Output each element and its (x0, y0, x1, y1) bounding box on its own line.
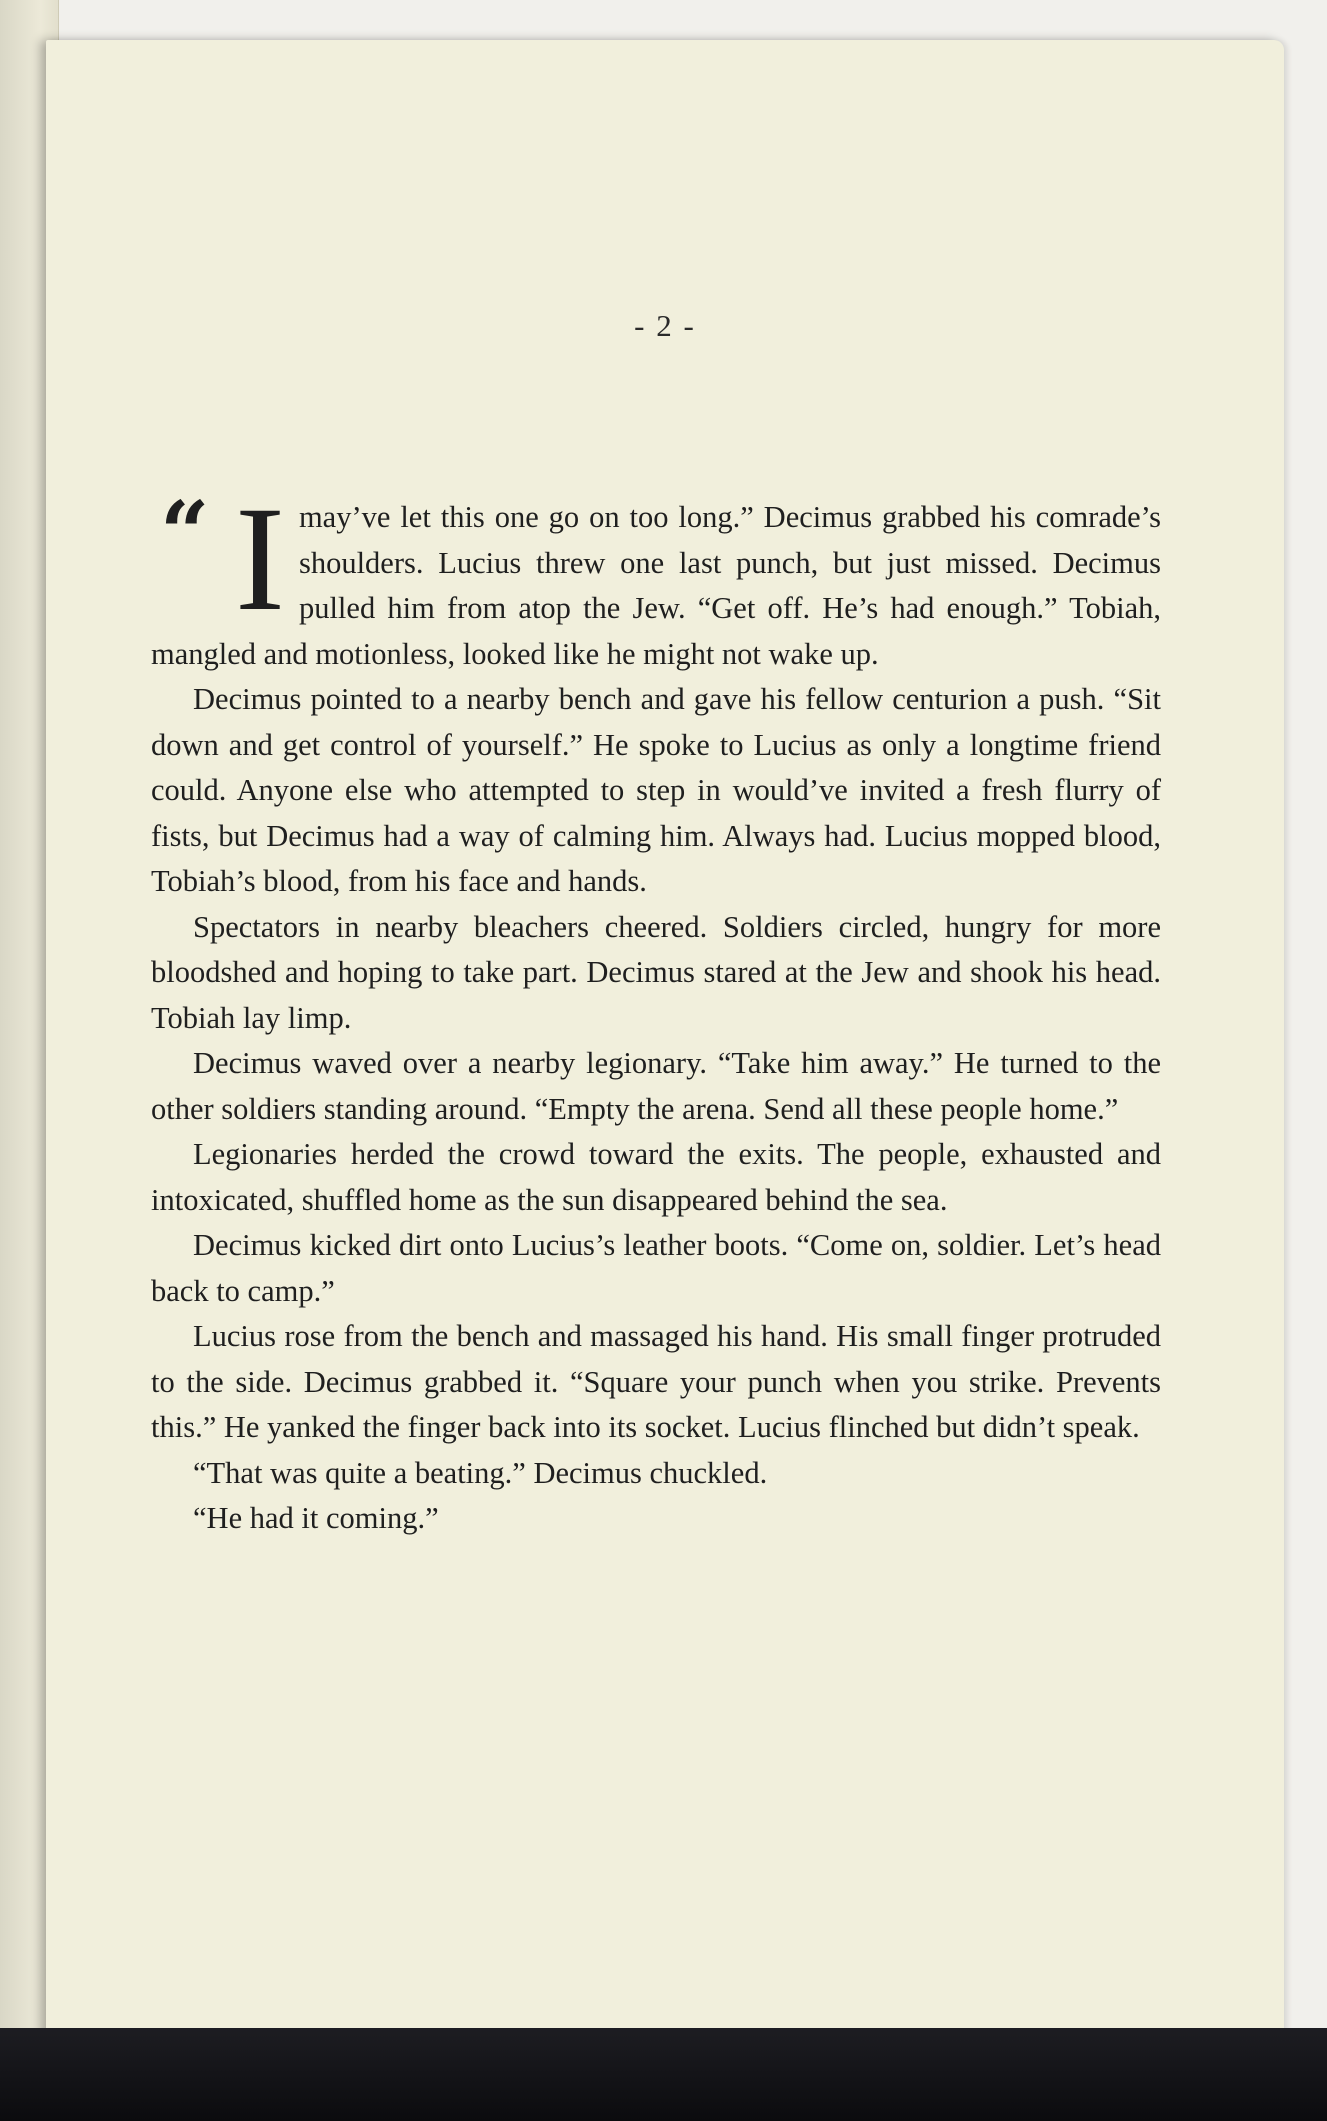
book-page (46, 40, 1284, 2038)
paragraph-1 (151, 476, 1161, 677)
opening-quote-mark: “ (160, 483, 210, 584)
paragraph-9: “He had it coming.” (193, 1501, 439, 1535)
paragraph-8: “That was quite a beating.” Decimus chuckled. (193, 1455, 768, 1490)
paragraph-text: may’ve let this one go on too long.” Decimus grabbed his comrade’s shoulders. Lucius threw one last punch, but just missed. Decimus pulled him from atop the Jew. “Get off. He’s had enough.” Tobiah, mangled and motionless, looked like he might not wake up. (151, 500, 1161, 671)
drop-cap: I (235, 476, 285, 642)
paragraph-6: Decimus kicked dirt onto Lucius’s leather boots. “Come on, soldier. Let’s head back to camp.” (151, 1228, 1161, 1308)
paragraph-3: Spectators in nearby bleachers cheered. Soldiers circled, hungry for more bloodshed and hoping to take part. Decimus stared at the Jew and shook his head. Tobiah lay limp. (151, 909, 1161, 1035)
table-surface (0, 2028, 1327, 2121)
paragraph-4: Decimus waved over a nearby legionary. “Take him away.” He turned to the other soldiers standing around. “Empty the arena. Send all these people home.” (151, 1046, 1161, 1126)
paragraph-7: Lucius rose from the bench and massaged his hand. His small finger protruded to the side. Decimus grabbed it. “Square your punch when you strike. Prevents this.” He yanked the finger back into its socket. Lucius flinched but didn’t speak. (151, 1319, 1161, 1444)
page-number: - 2 - (634, 308, 696, 343)
paragraph-2: Decimus pointed to a nearby bench and gave his fellow centurion a push. “Sit down and get control of yourself.” He spoke to Lucius as only a longtime friend could. Anyone else who attempted to step in would’ve invited a fresh flurry of fists, but Decimus had a way of calming him. Always had. Lucius mopped blood, Tobiah’s blood, from his face and hands. (151, 682, 1161, 898)
paragraph-5: Legionaries herded the crowd toward the exits. The people, exhausted and intoxicated, shuffled home as the sun disappeared behind the sea. (151, 1137, 1161, 1217)
body-text (151, 476, 1161, 1542)
